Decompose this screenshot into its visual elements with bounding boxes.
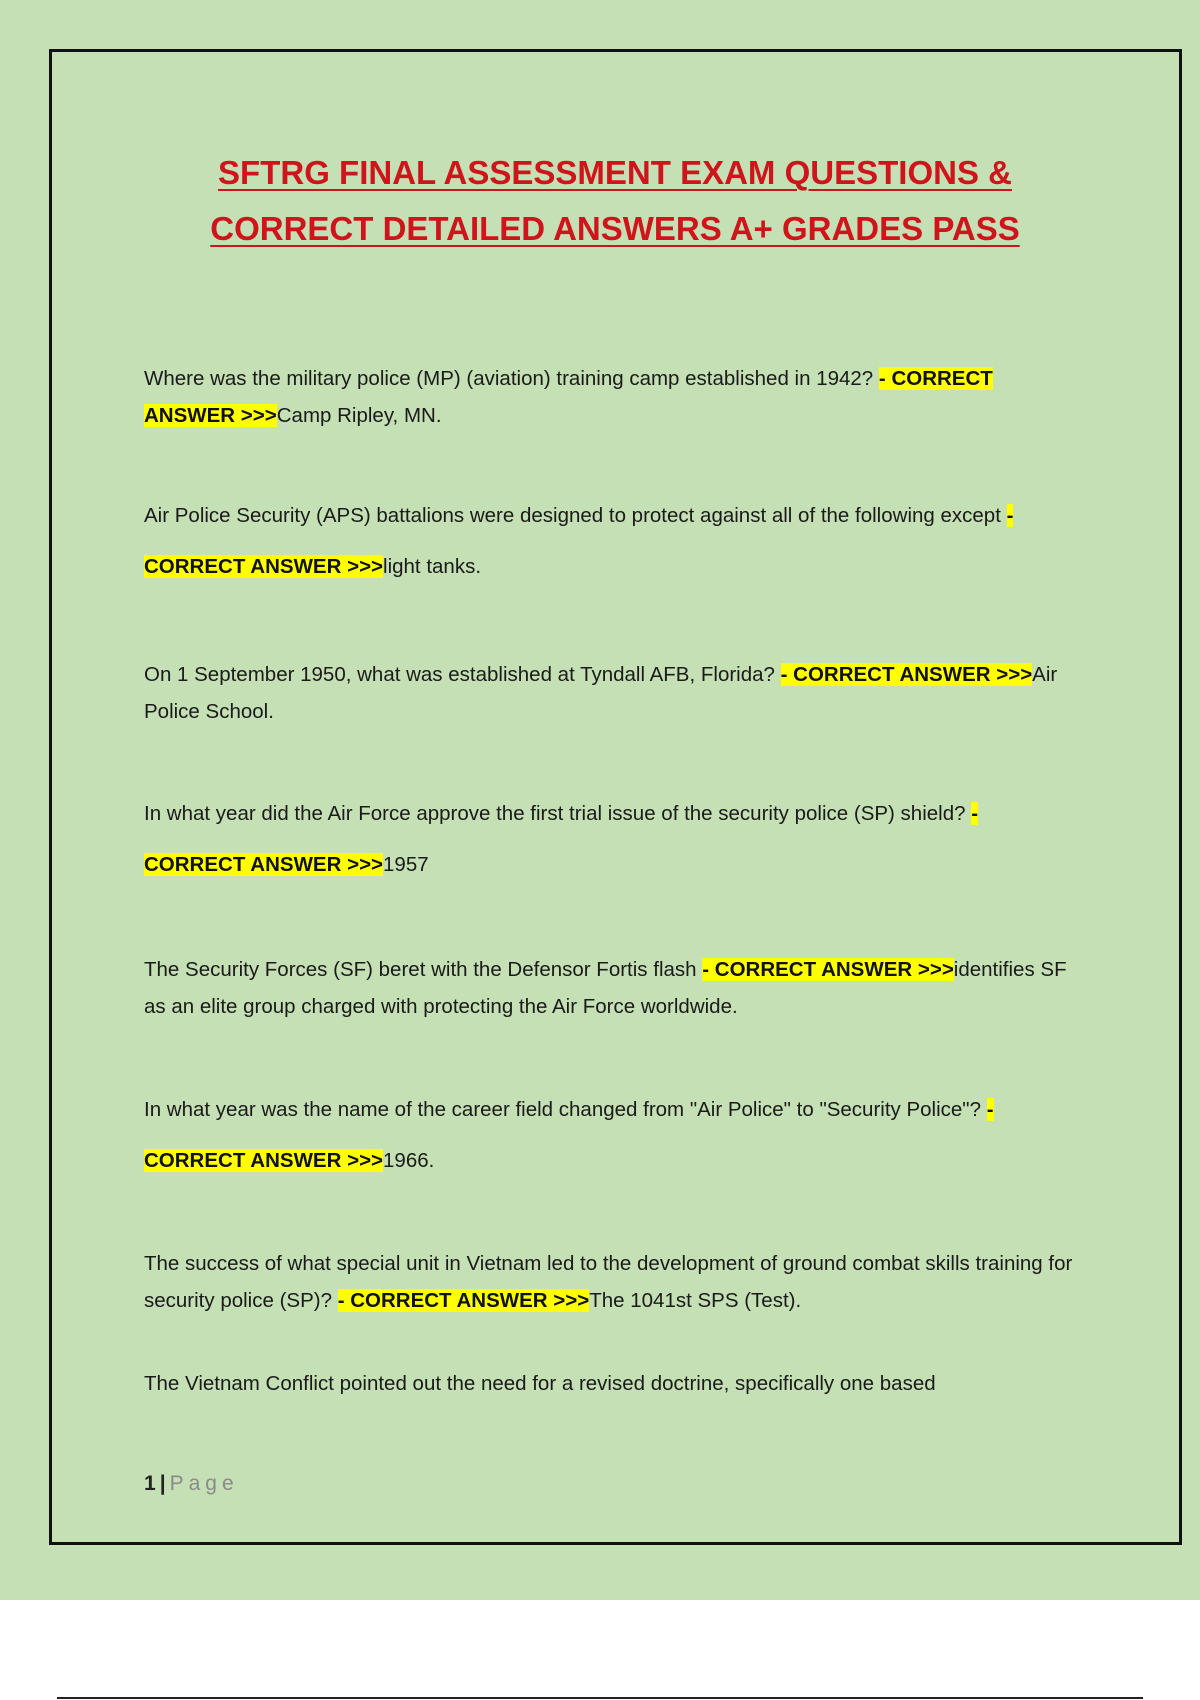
qa-item-8: [144, 1365, 1084, 1402]
next-page-top-rule: [57, 1697, 1143, 1699]
answer-text: 1957: [383, 853, 429, 876]
qa-item-1: [144, 360, 1084, 434]
question-text: In what year was the name of the career field changed from "Air Police" to "Security Police"?: [144, 1098, 987, 1121]
correct-answer-marker: - CORRECT ANSWER >>>: [337, 1289, 590, 1312]
page-label: Page: [169, 1472, 239, 1495]
answer-text: identifies SF as an elite group charged with protecting the Air Force worldwide.: [144, 958, 1067, 1018]
correct-answer-marker: - CORRECT ANSWER >>>: [144, 504, 1014, 578]
correct-answer-marker: - CORRECT ANSWER >>>: [780, 663, 1033, 686]
correct-answer-marker: - CORRECT ANSWER >>>: [144, 1098, 994, 1172]
answer-text: The 1041st SPS (Test).: [589, 1289, 802, 1312]
page-number: 1: [144, 1472, 156, 1495]
question-text: Air Police Security (APS) battalions were designed to protect against all of the following except: [144, 504, 1007, 527]
question-text: The Security Forces (SF) beret with the Defensor Fortis flash: [144, 958, 703, 981]
qa-item-7: [144, 1245, 1084, 1319]
question-text: In what year did the Air Force approve the first trial issue of the security police (SP) shield?: [144, 802, 972, 825]
answer-text: light tanks.: [383, 555, 482, 578]
page-footer: [144, 1470, 239, 1498]
question-text: The Vietnam Conflict pointed out the need for a revised doctrine, specifically one based: [144, 1372, 936, 1395]
correct-answer-marker: - CORRECT ANSWER >>>: [144, 367, 993, 427]
correct-answer-marker: - CORRECT ANSWER >>>: [144, 802, 979, 876]
question-text: On 1 September 1950, what was established at Tyndall AFB, Florida?: [144, 663, 781, 686]
document-title: [100, 145, 1130, 257]
answer-text: 1966.: [383, 1149, 435, 1172]
title-line-1: SFTRG FINAL ASSESSMENT EXAM QUESTIONS &: [218, 154, 1012, 191]
qa-item-6: [144, 1084, 1084, 1186]
answer-text: Air Police School.: [144, 663, 1058, 723]
qa-item-4: [144, 788, 1084, 890]
question-text: Where was the military police (MP) (aviation) training camp established in 1942?: [144, 367, 879, 390]
footer-separator: |: [159, 1472, 166, 1495]
question-text: The success of what special unit in Vietnam led to the development of ground combat skills training for security police (SP)?: [144, 1252, 1073, 1312]
answer-text: Camp Ripley, MN.: [276, 404, 442, 427]
correct-answer-marker: - CORRECT ANSWER >>>: [702, 958, 954, 981]
qa-item-2: [144, 490, 1084, 592]
qa-item-5: [144, 951, 1084, 1025]
qa-item-3: [144, 656, 1084, 730]
title-line-2: CORRECT DETAILED ANSWERS A+ GRADES PASS: [210, 210, 1020, 247]
